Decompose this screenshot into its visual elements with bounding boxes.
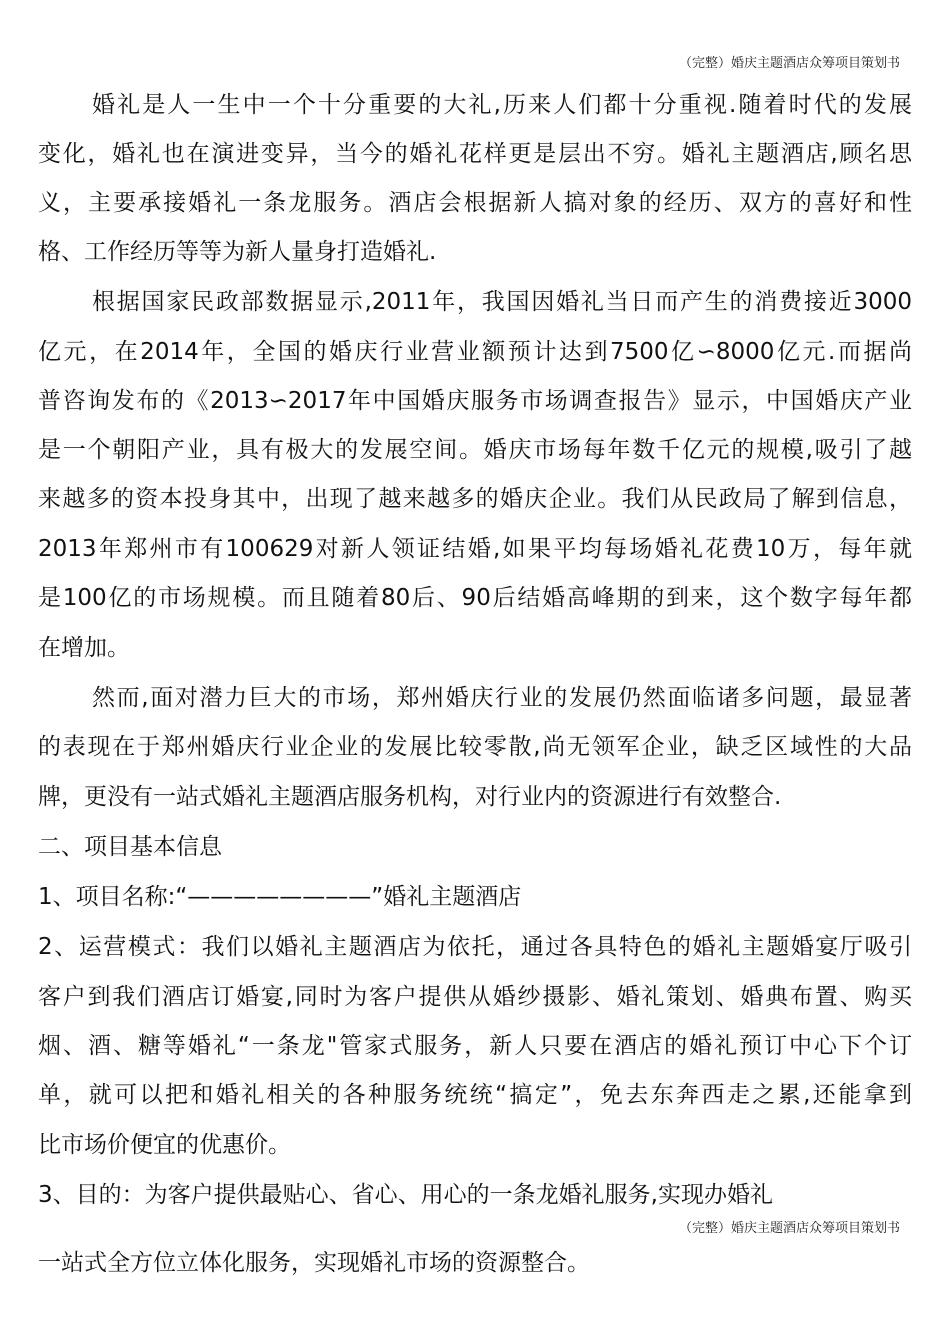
text-line: 亿元，在2014年，全国的婚庆行业营业额预计达到7500亿∽8000亿元.而据尚 [38, 339, 912, 365]
text-line: 2、运营模式：我们以婚礼主题酒店为依托，通过各具特色的婚礼主题婚宴厅吸引 [38, 934, 912, 960]
text-line: 的表现在于郑州婚庆行业企业的发展比较零散,尚无领军企业，缺乏区域性的大品 [38, 734, 912, 760]
text-line: 是100亿的市场规模。而且随着80后、90后结婚高峰期的到来，这个数字每年都 [38, 585, 912, 611]
item-project-name: 1、项目名称:“————————”婚礼主题酒店 [38, 884, 522, 910]
section-heading: 二、项目基本信息 [38, 834, 222, 860]
text-line: 3、目的：为客户提供最贴心、省心、用心的一条龙婚礼服务,实现办婚礼 [38, 1182, 773, 1208]
text-line: 一站式全方位立体化服务，实现婚礼市场的资源整合。 [38, 1250, 590, 1276]
text-line: 客户到我们酒店订婚宴,同时为客户提供从婚纱摄影、婚礼策划、婚典布置、购买 [38, 984, 912, 1010]
text-line: 在增加。 [38, 635, 130, 661]
text-line: 2013年郑州市有100629对新人领证结婚,如果平均每场婚礼花费10万，每年就 [38, 536, 912, 562]
running-header-top: （完整）婚庆主题酒店众筹项目策划书 [678, 56, 900, 71]
text-line: 变化，婚礼也在演进变异，当今的婚礼花样更是层出不穷。婚礼主题酒店,顾名思 [38, 141, 912, 167]
text-line: 根据国家民政部数据显示,2011年，我国因婚礼当日而产生的消费接近3000 [92, 289, 912, 315]
text-line: 牌，更没有一站式婚礼主题酒店服务机构，对行业内的资源进行有效整合. [38, 784, 782, 810]
text-line: 比市场价便宜的优惠价。 [38, 1132, 291, 1158]
text-line: 来越多的资本投身其中，出现了越来越多的婚庆企业。我们从民政局了解到信息， [38, 486, 912, 512]
text-line: 是一个朝阳产业，具有极大的发展空间。婚庆市场每年数千亿元的规模,吸引了越 [38, 437, 912, 463]
text-line: 格、工作经历等等为新人量身打造婚礼. [38, 239, 437, 265]
text-line: 普咨询发布的《2013∽2017年中国婚庆服务市场调查报告》显示，中国婚庆产业 [38, 388, 912, 414]
text-line: 婚礼是人一生中一个十分重要的大礼,历来人们都十分重视.随着时代的发展 [92, 92, 912, 118]
text-line: 烟、酒、糖等婚礼“一条龙"管家式服务，新人只要在酒店的婚礼预订中心下个订 [38, 1033, 912, 1059]
text-line: 义，主要承接婚礼一条龙服务。酒店会根据新人搞对象的经历、双方的喜好和性 [38, 190, 912, 216]
text-line: 单，就可以把和婚礼相关的各种服务统统“搞定”，免去东奔西走之累,还能拿到 [38, 1082, 912, 1108]
running-header-bottom: （完整）婚庆主题酒店众筹项目策划书 [678, 1221, 900, 1236]
text-line: 然而,面对潜力巨大的市场，郑州婚庆行业的发展仍然面临诸多问题，最显著 [92, 685, 912, 711]
